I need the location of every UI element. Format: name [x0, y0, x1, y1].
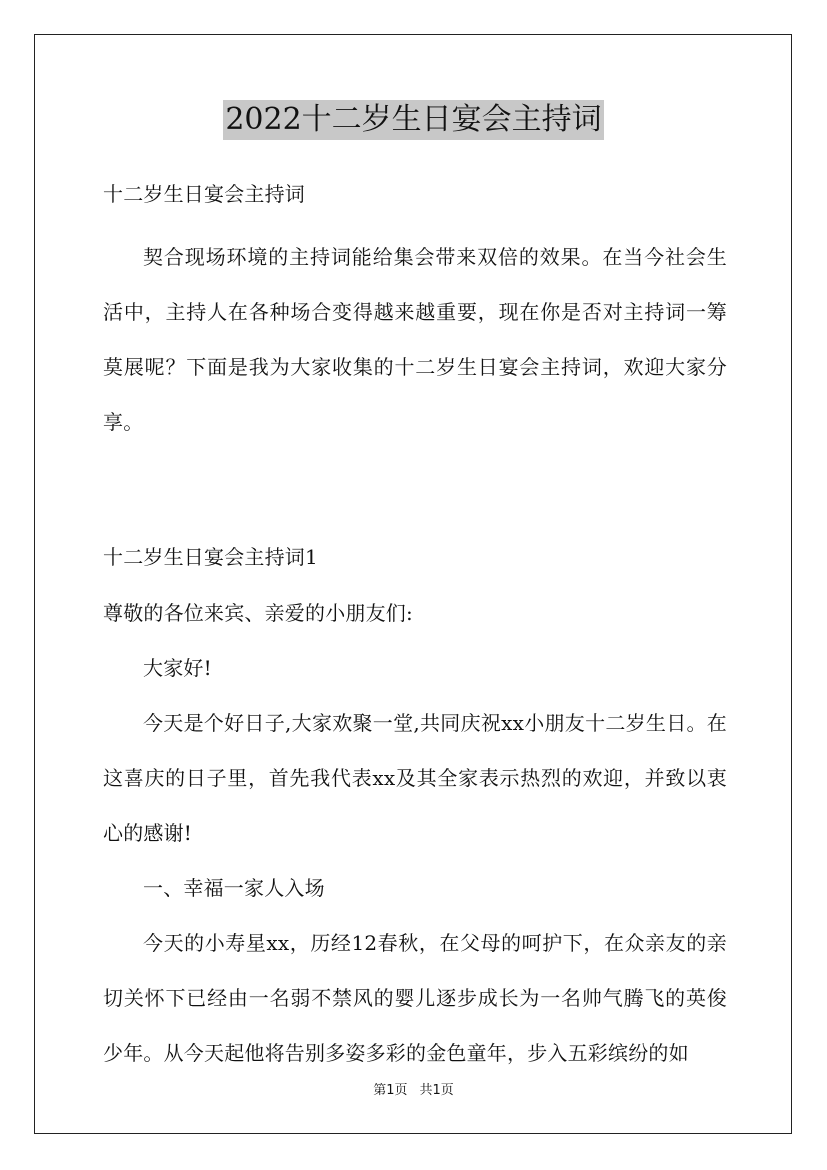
paragraph-1: 今天是个好日子,大家欢聚一堂,共同庆祝xx小朋友十二岁生日。在这喜庆的日子里，首先我代表xx及其全家表示热烈的欢迎，并致以衷心的感谢! — [103, 711, 727, 845]
salutation: 尊敬的各位来宾、亲爱的小朋友们: — [103, 601, 413, 625]
greeting: 大家好! — [143, 656, 212, 680]
page-number: 第1页 — [373, 1083, 408, 1098]
title-container — [0, 100, 827, 140]
section-heading: 十二岁生日宴会主持词1 — [103, 545, 318, 569]
page-total: 共1页 — [419, 1083, 454, 1098]
intro-paragraph: 契合现场环境的主持词能给集会带来双倍的效果。在当今社会生活中，主持人在各种场合变得越来越重要，现在你是否对主持词一筹莫展呢？下面是我为大家收集的十二岁生日宴会主持词，欢迎大家分享。 — [103, 245, 727, 434]
page-footer — [0, 1082, 827, 1100]
subtitle: 十二岁生日宴会主持词 — [103, 182, 305, 206]
paragraph-2: 今天的小寿星xx，历经12春秋，在父母的呵护下，在众亲友的亲切关怀下已经由一名弱不禁风的婴儿逐步成长为一名帅气腾飞的英俊少年。从今天起他将告别多姿多彩的金色童年，步入五彩缤纷的如 — [103, 931, 727, 1065]
step-1-heading: 一、幸福一家人入场 — [143, 876, 325, 900]
document-title: 2022十二岁生日宴会主持词 — [223, 100, 603, 140]
document-body — [103, 175, 727, 1081]
